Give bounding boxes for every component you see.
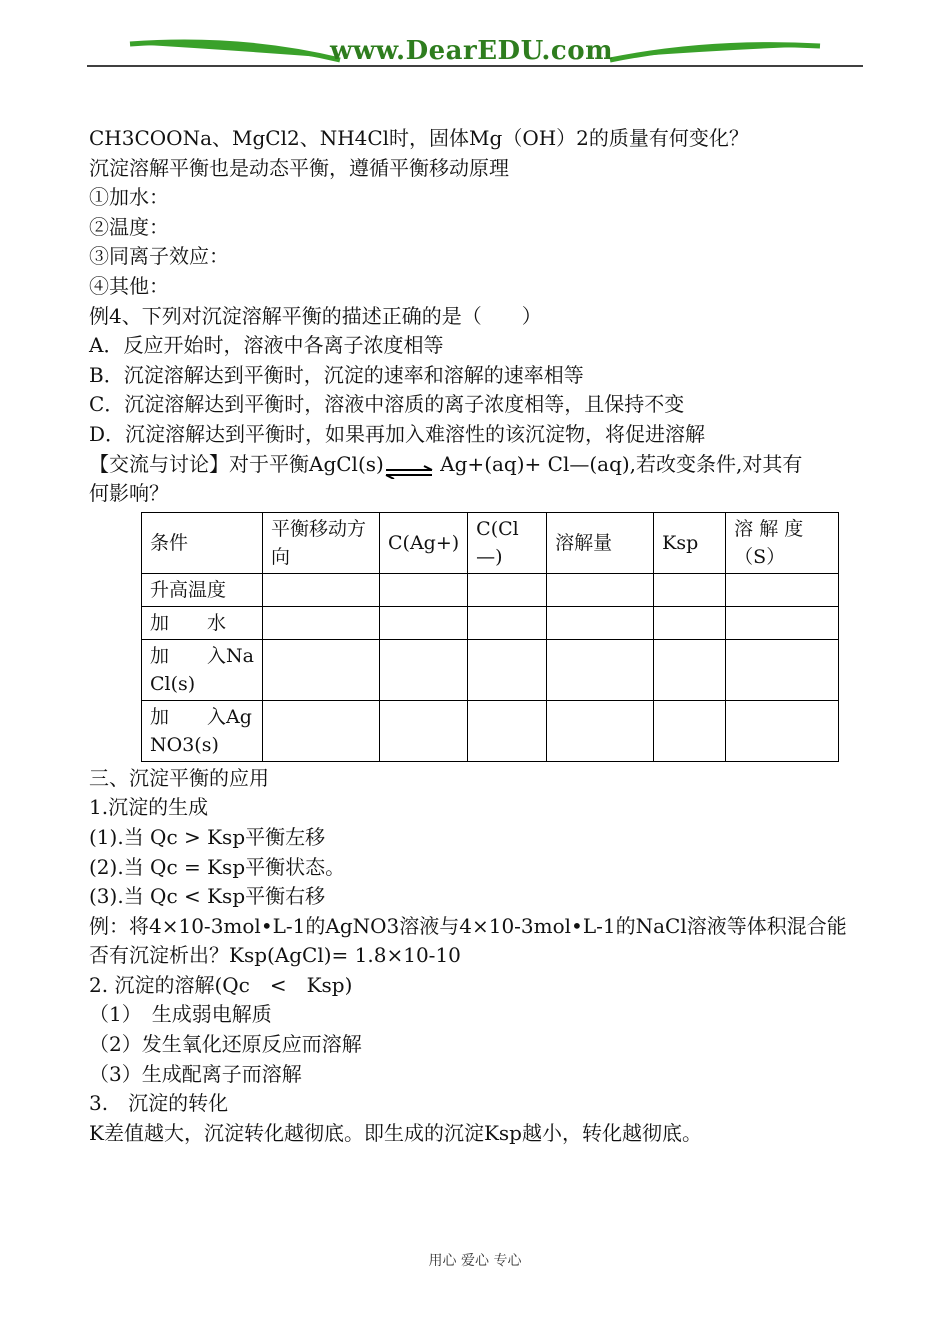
discussion-line-2: 何影响？ (89, 481, 169, 506)
table-cell (468, 700, 547, 761)
table-header-cell: C(Ag+) (380, 512, 468, 573)
table-row-label: 加 水 (142, 606, 263, 639)
text-line: CH3COONa、MgCl2、NH4Cl时，固体Mg（OH）2的质量有何变化？ (89, 126, 749, 150)
option-b: B．沉淀溶解达到平衡时，沉淀的速率和溶解的速率相等 (89, 362, 584, 387)
table-cell (380, 700, 468, 761)
table-header-cell: 溶解量 (547, 512, 654, 573)
text-line: 沉淀溶解平衡也是动态平衡，遵循平衡移动原理 (89, 155, 509, 180)
text-line: ②温度： (89, 214, 169, 239)
table-header-cell: 条件 (142, 512, 263, 573)
table-header-cell: 溶 解 度（S） (726, 512, 839, 573)
text-line: （2）发生氧化还原反应而溶解 (89, 1032, 362, 1057)
table-cell (547, 700, 654, 761)
example-line: 例：将4×10-3mol•L-1的AgNO3溶液与4×10-3mol•L-1的NaCl溶液等体积混合能 (89, 913, 847, 938)
example-line: 否有沉淀析出？Ksp(AgCl)= 1.8×10-10 (89, 943, 461, 968)
conditions-table (141, 512, 839, 762)
text-line: （3）生成配离子而溶解 (89, 1061, 302, 1086)
subsection-heading: 2. 沉淀的溶解(Qc < Ksp) (89, 972, 353, 997)
table-header-cell: Ksp (654, 512, 726, 573)
text-line: (2).当 Qc = Ksp平衡状态。 (89, 854, 346, 879)
document-body (89, 124, 869, 1148)
table-cell (654, 606, 726, 639)
text-line: ③同离子效应： (89, 244, 229, 269)
page-header (0, 0, 950, 80)
table-cell (380, 573, 468, 606)
table-cell (547, 606, 654, 639)
table-cell (654, 573, 726, 606)
discussion-line (89, 450, 869, 480)
option-c: C．沉淀溶解达到平衡时，溶液中溶质的离子浓度相等，且保持不变 (89, 392, 685, 417)
text-line: ④其他： (89, 273, 169, 298)
discussion-text-1: 【交流与讨论】对于平衡AgCl(s) (89, 451, 384, 476)
table-cell (468, 639, 547, 700)
table-cell (380, 606, 468, 639)
table-header-cell: 平衡移动方向 (263, 512, 380, 573)
table-row-label: 升高温度 (142, 573, 263, 606)
option-a: A．反应开始时，溶液中各离子浓度相等 (89, 333, 444, 358)
table-cell (263, 606, 380, 639)
subsection-heading: 3. 沉淀的转化 (89, 1091, 229, 1116)
table-cell (263, 700, 380, 761)
table-cell (263, 639, 380, 700)
table-cell (654, 700, 726, 761)
table-cell (726, 573, 839, 606)
table-row-label: 加 入AgNO3(s) (142, 700, 263, 761)
table-row-label: 加 入NaCl(s) (142, 639, 263, 700)
table-cell (468, 606, 547, 639)
table-cell (726, 606, 839, 639)
subsection-heading: 1.沉淀的生成 (89, 795, 209, 820)
table-header-cell: C(Cl—) (468, 512, 547, 573)
section-heading: 三、沉淀平衡的应用 (89, 765, 269, 790)
table-cell (263, 573, 380, 606)
table-cell (547, 573, 654, 606)
table-cell (468, 573, 547, 606)
page-footer: 用心 爱心 专心 (428, 1253, 522, 1269)
table-row (142, 700, 839, 761)
text-line: ①加水： (89, 185, 169, 210)
text-line: (1).当 Qc > Ksp平衡左移 (89, 824, 326, 849)
option-d: D．沉淀溶解达到平衡时，如果再加入难溶性的该沉淀物，将促进溶解 (89, 421, 706, 446)
discussion-text-2: Ag+(aq)+ Cl—(aq),若改变条件,对其有 (433, 451, 803, 476)
table-row (142, 606, 839, 639)
table-cell (380, 639, 468, 700)
table-row (142, 639, 839, 700)
text-line: （1） 生成弱电解质 (89, 1002, 272, 1027)
table-row (142, 573, 839, 606)
question-title: 例4、下列对沉淀溶解平衡的描述正确的是（ ） (89, 303, 542, 328)
site-logo: www.DearEDU.com (330, 36, 614, 66)
table-cell (726, 639, 839, 700)
table-cell (547, 639, 654, 700)
text-line: (3).当 Qc < Ksp平衡右移 (89, 884, 326, 909)
table-cell (654, 639, 726, 700)
text-line: K差值越大，沉淀转化越彻底。即生成的沉淀Ksp越小，转化越彻底。 (89, 1120, 702, 1145)
table-cell (726, 700, 839, 761)
table-header-row (142, 512, 839, 573)
equilibrium-arrow-icon (384, 458, 434, 472)
